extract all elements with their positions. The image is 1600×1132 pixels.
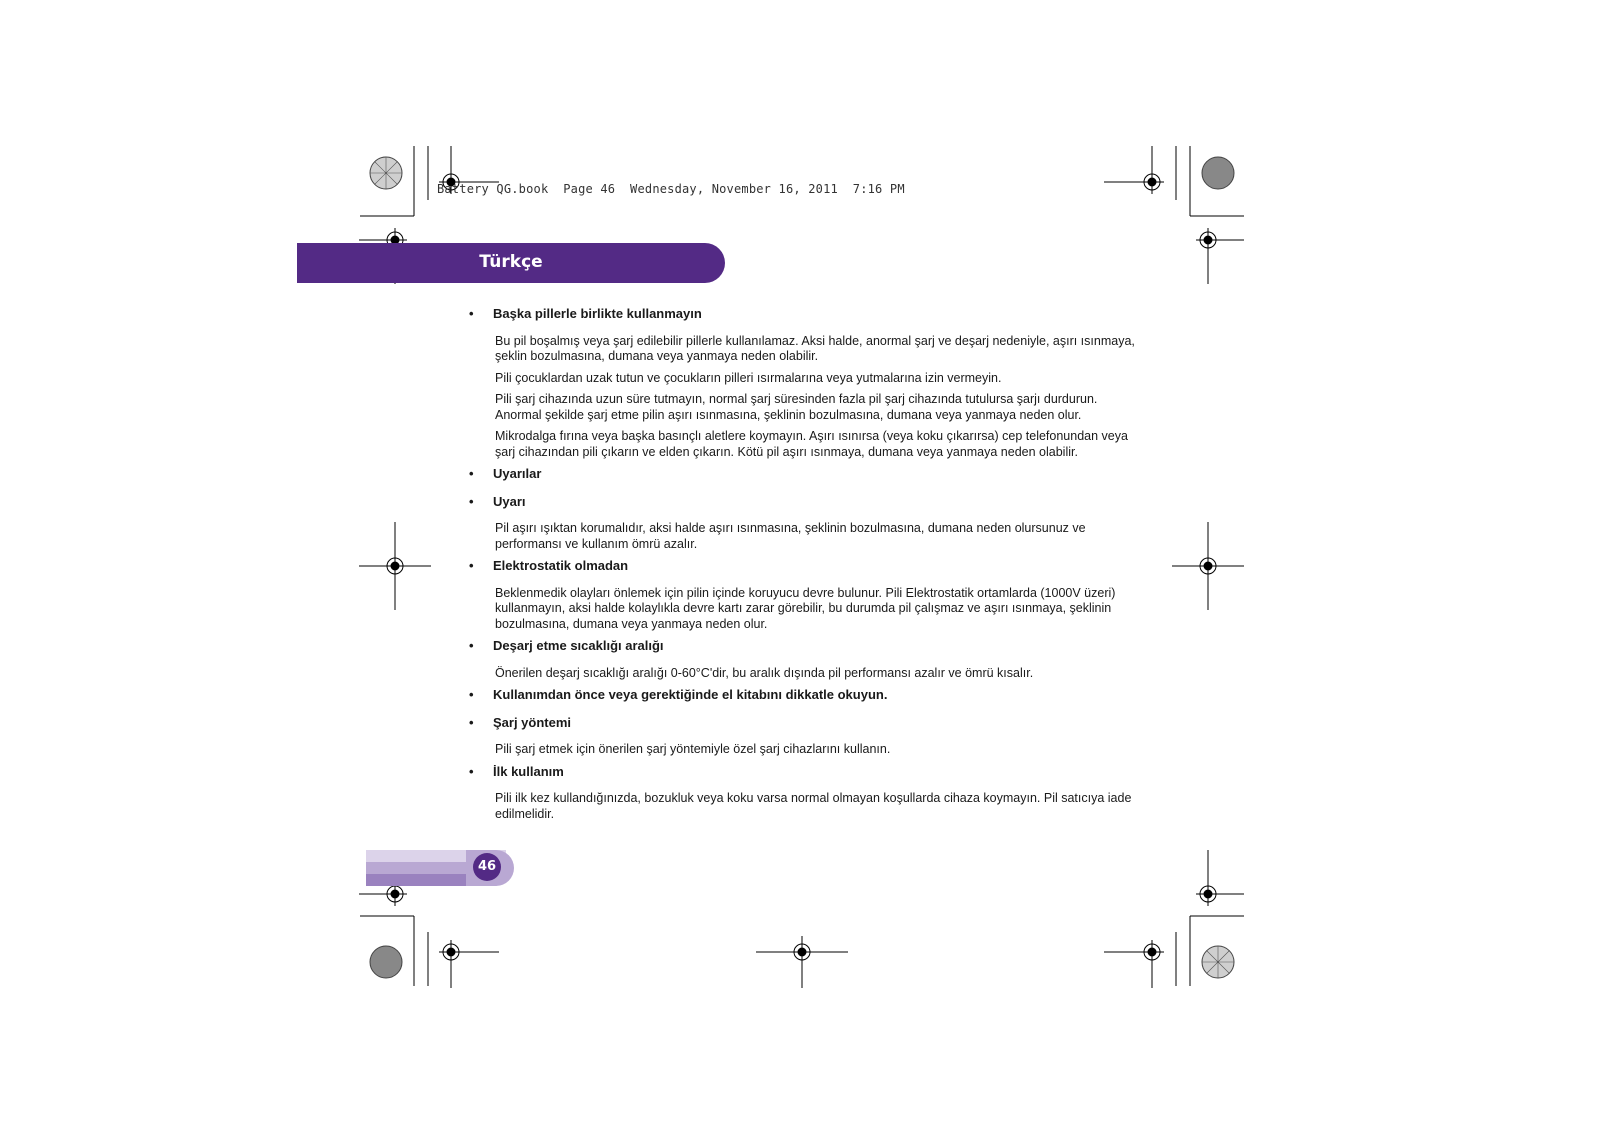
paragraph: Pili ilk kez kullandığınızda, bozukluk veya koku varsa normal olmayan koşullarda cihaza koymayın. Pil satıcıya iade edilmelidir. [495, 791, 1132, 821]
book-slug-line: Battery QG.book Page 46 Wednesday, November 16, 2011 7:16 PM [437, 182, 905, 196]
section-item [465, 558, 1145, 632]
section-item [465, 764, 1145, 823]
section-title: • İlk kullanım [469, 763, 564, 779]
section-item [465, 715, 1145, 758]
section-item [465, 687, 1145, 703]
language-header-bar [297, 243, 725, 283]
bullet-icon: • [469, 638, 474, 653]
section-title: • Elektrostatik olmadan [469, 558, 629, 573]
section-item [465, 466, 1145, 482]
paragraph: Bu pil boşalmış veya şarj edilebilir pillerle kullanılamaz. Aksi halde, anormal şarj ve deşarj nedeniyle, aşırı ısınmaya, şeklin bozulmasına, dumana veya yanmaya neden olabilir. [495, 333, 1135, 363]
paragraph: Mikrodalga fırına veya başka basınçlı aletlere koymayın. Aşırı ısınırsa (veya koku çıkarırsa) cep telefonundan veya şarj cihazından pili çıkarın ve elden çıkarın. Kötü pil aşırı ısınmaya, dumana veya yanmaya neden olabilir. [495, 429, 1128, 459]
section-title: • Şarj yöntemi [469, 714, 572, 730]
bullet-icon: • [469, 714, 474, 730]
section-item [465, 638, 1145, 681]
section-title: • Uyarı [469, 493, 526, 509]
bullet-icon: • [469, 687, 474, 702]
section-title: • Kullanımdan önce veya gerektiğinde el kitabını dikkatle okuyun. [469, 687, 888, 702]
paragraph: Beklenmedik olayları önlemek için pilin içinde koruyucu devre bulunur. Pili Elektrostatik ortamlarda (1000V üzeri) kullanmayın, aksi halde kolaylıkla devre kartı zarar görebilir, bu durumda pil çalışmaz ve aşırı ısınmaya, şeklinin bozulmasına, dumana veya yanmaya neden olur. [495, 585, 1116, 631]
paragraph: Pil aşırı ışıktan korumalıdır, aksi halde aşırı ısınmasına, şeklinin bozulmasına, dumana neden olursunuz ve performansı ve kullanım ömrü azalır. [495, 521, 1086, 551]
bullet-icon: • [469, 466, 474, 481]
bullet-icon: • [469, 763, 474, 779]
page-number: 46 [473, 853, 501, 881]
page-title: Türkçe [479, 252, 543, 272]
paragraph: Pili şarj cihazında uzun süre tutmayın, normal şarj süresinden fazla pil şarj cihazında tutulursa şarjı durdurun. Anormal şekilde şarj etme pilin aşırı ısınmasına, şeklinin bozulmasına, dumana veya yanmaya neden olur. [495, 392, 1098, 422]
section-title: • Deşarj etme sıcaklığı aralığı [469, 638, 664, 653]
bullet-icon: • [469, 306, 474, 321]
section-title: • Uyarılar [469, 466, 542, 481]
paragraph: Pili çocuklardan uzak tutun ve çocukların pilleri ısırmalarına veya yutmalarına izin vermeyin. [495, 370, 1002, 385]
bullet-icon: • [469, 558, 474, 573]
section-title: • Başka pillerle birlikte kullanmayın [469, 306, 702, 321]
section-item [465, 306, 1145, 460]
document-body [465, 300, 1145, 828]
bullet-icon: • [469, 493, 474, 509]
paragraph: Pili şarj etmek için önerilen şarj yöntemiyle özel şarj cihazlarını kullanın. [495, 742, 891, 756]
paragraph: Önerilen deşarj sıcaklığı aralığı 0-60°C'dir, bu aralık dışında pil performansı azalır ve ömrü kısalır. [495, 665, 1034, 680]
section-item [465, 494, 1145, 553]
